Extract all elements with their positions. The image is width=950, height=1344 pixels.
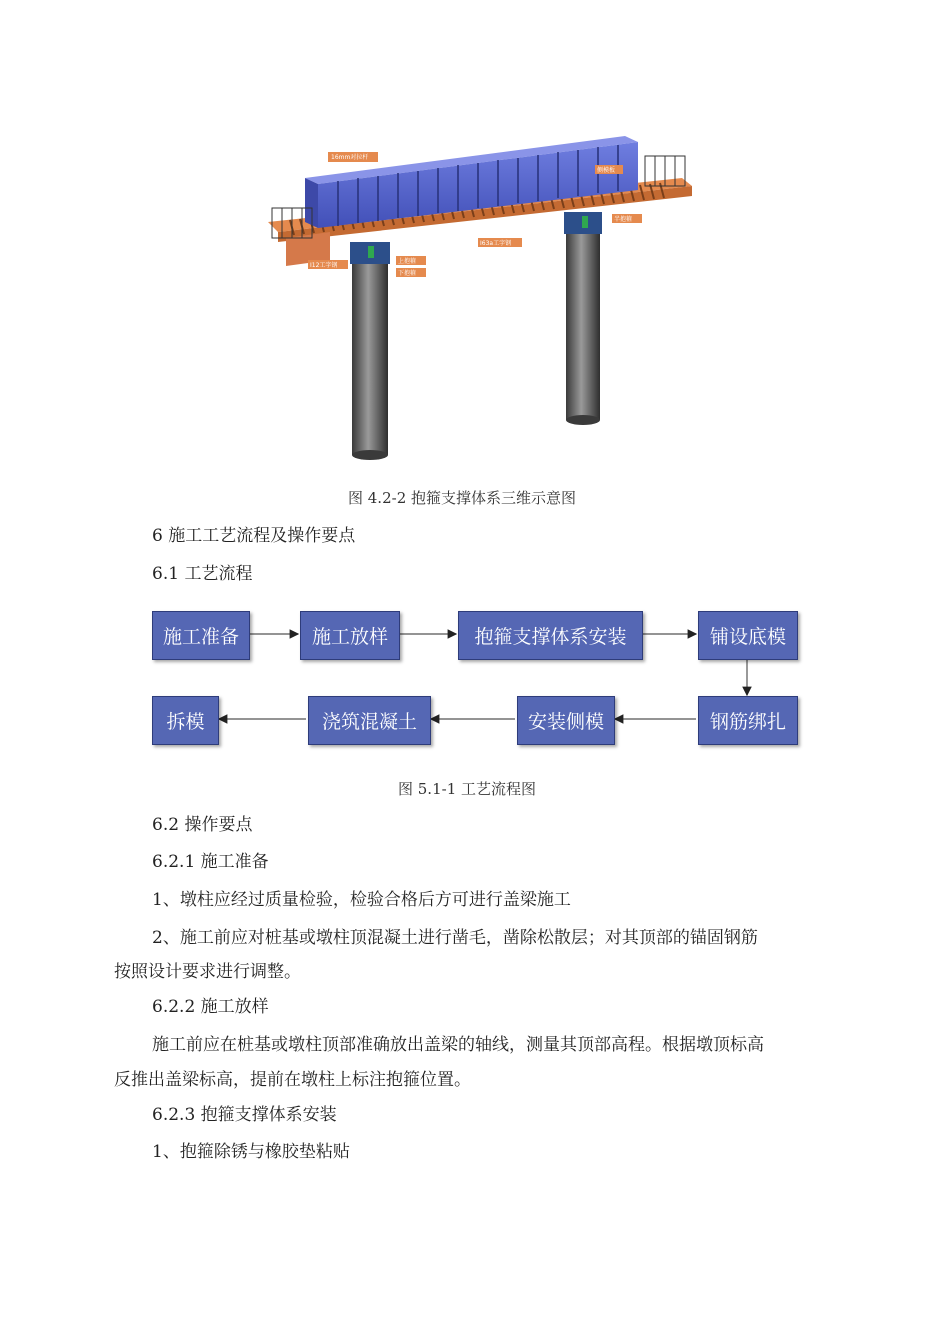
prep-item-1: 1、墩柱应经过质量检验，检验合格后方可进行盖梁施工: [152, 890, 571, 910]
layout-para-line2: 反推出盖梁标高，提前在墩柱上标注抱箍位置。: [114, 1070, 471, 1090]
prep-item-2-line2: 按照设计要求进行调整。: [114, 962, 301, 982]
flow-step-hoop-install: 抱箍支撑体系安装: [458, 611, 643, 660]
flow-step-rebar-binding: 钢筋绑扎: [698, 696, 798, 745]
flow-step-construction-prep: 施工准备: [152, 611, 250, 660]
svg-text:上抱箍: 上抱箍: [398, 258, 417, 265]
callout-main-beam: [478, 238, 522, 247]
section-heading-6-2: 6.2 操作要点: [152, 815, 253, 835]
callout-upper-hoop: [396, 256, 426, 265]
install-item-1: 1、抱箍除锈与橡胶垫粘贴: [152, 1142, 350, 1162]
process-flowchart: [0, 600, 950, 750]
section-heading-6-2-2: 6.2.2 施工放样: [152, 997, 269, 1017]
hoop-support-3d-figure: [250, 120, 700, 465]
flow-step-demolding: 拆模: [152, 696, 219, 745]
pier-column-right: [566, 225, 600, 425]
section-heading-6-2-3: 6.2.3 抱箍支撑体系安装: [152, 1105, 337, 1125]
figure-caption-3d: 图 4.2-2 抱箍支撑体系三维示意图: [348, 489, 577, 507]
pier-column-left: [352, 260, 388, 460]
callout-half-hoop: [612, 214, 642, 223]
callout-i12-beam: [308, 260, 348, 269]
section-heading-6: 6 施工工艺流程及操作要点: [152, 526, 356, 546]
figure-caption-flow: 图 5.1-1 工艺流程图: [398, 780, 537, 798]
section-heading-6-1: 6.1 工艺流程: [152, 564, 253, 584]
prep-item-2-line1: 2、施工前应对桩基或墩柱顶混凝土进行凿毛，凿除松散层；对其顶部的锚固钢筋: [152, 928, 758, 948]
svg-text:I63a工字钢: I63a工字钢: [480, 240, 512, 247]
callout-lower-hoop: [396, 268, 426, 277]
flow-step-setting-out: 施工放样: [300, 611, 400, 660]
callout-tie-rod: [328, 152, 378, 162]
svg-text:I12工字钢: I12工字钢: [310, 262, 338, 269]
svg-text:半抱箍: 半抱箍: [614, 216, 633, 223]
section-heading-6-2-1: 6.2.1 施工准备: [152, 852, 269, 872]
svg-text:侧模板: 侧模板: [597, 167, 616, 174]
flow-step-side-form: 安装侧模: [517, 696, 615, 745]
svg-text:下抱箍: 下抱箍: [398, 270, 417, 277]
svg-text:16mm对拉杆: 16mm对拉杆: [331, 154, 369, 161]
callout-side-form: [595, 165, 623, 174]
layout-para-line1: 施工前应在桩基或墩柱顶部准确放出盖梁的轴线，测量其顶部高程。根据墩顶标高: [152, 1035, 764, 1055]
flow-step-concrete-pour: 浇筑混凝土: [308, 696, 431, 745]
flow-step-bottom-form: 铺设底模: [698, 611, 798, 660]
